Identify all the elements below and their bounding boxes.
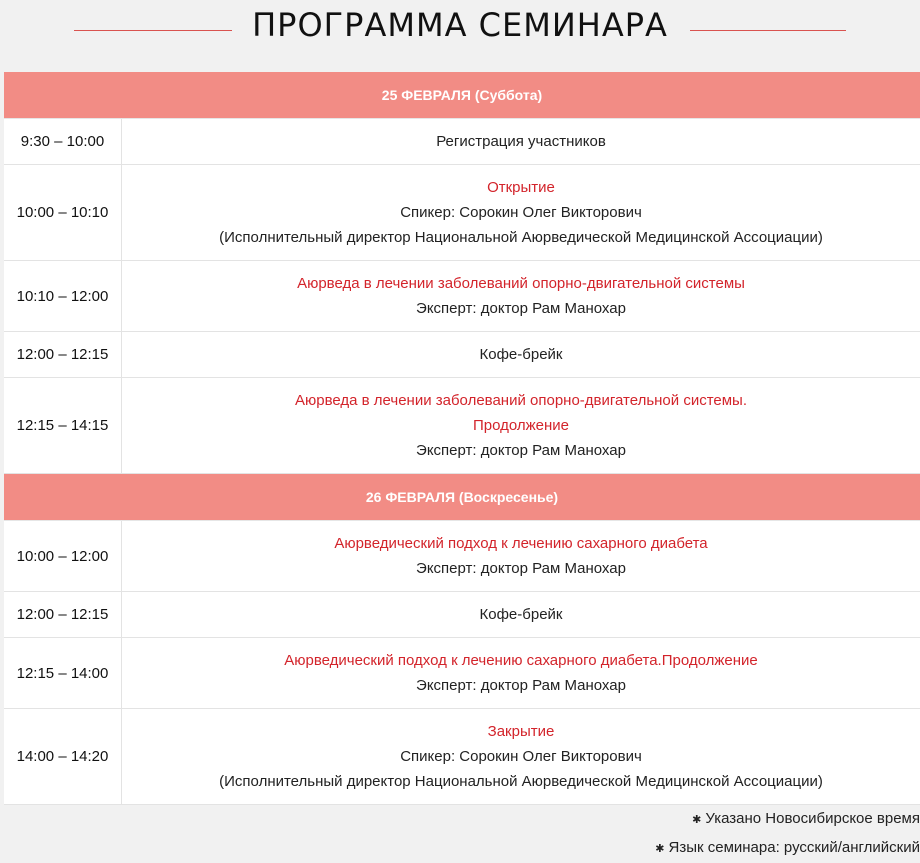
session-detail: (Исполнительный директор Национальной Аюрведической Медицинской Ассоциации) [219, 225, 823, 250]
session-detail: Спикер: Сорокин Олег Викторович [400, 200, 642, 225]
session-detail: (Исполнительный директор Национальной Аюрведической Медицинской Ассоциации) [219, 769, 823, 794]
session-detail: Эксперт: доктор Рам Манохар [416, 556, 626, 581]
asterisk-icon: ✱ [655, 843, 664, 855]
footnote [655, 805, 920, 834]
day-header: 26 ФЕВРАЛЯ (Воскресенье) [4, 474, 920, 521]
session-cell [122, 332, 920, 377]
session-cell [122, 592, 920, 637]
session-title: Закрытие [488, 719, 555, 744]
time-cell: 12:00 – 12:15 [4, 332, 122, 377]
time-cell: 12:15 – 14:15 [4, 378, 122, 473]
session-detail: Спикер: Сорокин Олег Викторович [400, 744, 642, 769]
schedule-row [4, 119, 920, 165]
page-title: ПРОГРАММА СЕМИНАРА [0, 6, 920, 44]
time-cell: 10:10 – 12:00 [4, 261, 122, 331]
time-cell: 12:15 – 14:00 [4, 638, 122, 708]
session-title: Аюрведический подход к лечению сахарного диабета.Продолжение [284, 648, 758, 673]
session-title: Продолжение [473, 413, 569, 438]
session-detail: Кофе-брейк [480, 342, 563, 367]
session-detail: Кофе-брейк [480, 602, 563, 627]
schedule-row [4, 332, 920, 378]
footnotes [655, 805, 920, 863]
session-detail: Эксперт: доктор Рам Манохар [416, 296, 626, 321]
time-cell: 9:30 – 10:00 [4, 119, 122, 164]
session-cell [122, 119, 920, 164]
time-cell: 10:00 – 12:00 [4, 521, 122, 591]
schedule-table [4, 72, 920, 805]
schedule-row [4, 165, 920, 261]
title-rule-right [690, 30, 846, 31]
schedule-row [4, 261, 920, 332]
time-cell: 10:00 – 10:10 [4, 165, 122, 260]
session-title: Аюрведа в лечении заболеваний опорно-двигательной системы. [295, 388, 747, 413]
session-cell [122, 521, 920, 591]
schedule-row [4, 638, 920, 709]
schedule-row [4, 521, 920, 592]
time-cell: 12:00 – 12:15 [4, 592, 122, 637]
footnote [655, 834, 920, 863]
day-header: 25 ФЕВРАЛЯ (Суббота) [4, 72, 920, 119]
schedule-row [4, 709, 920, 805]
schedule-row [4, 378, 920, 474]
page-header [0, 0, 920, 60]
session-title: Аюрведический подход к лечению сахарного диабета [334, 531, 707, 556]
session-cell [122, 261, 920, 331]
footnote-text: Указано Новосибирское время [705, 810, 920, 827]
schedule-row [4, 592, 920, 638]
time-cell: 14:00 – 14:20 [4, 709, 122, 804]
session-cell [122, 165, 920, 260]
session-detail: Регистрация участников [436, 129, 606, 154]
asterisk-icon: ✱ [692, 814, 701, 826]
session-detail: Эксперт: доктор Рам Манохар [416, 673, 626, 698]
session-detail: Эксперт: доктор Рам Манохар [416, 438, 626, 463]
footnote-text: Язык семинара: русский/английский [669, 839, 920, 856]
session-cell [122, 638, 920, 708]
session-cell [122, 378, 920, 473]
session-title: Аюрведа в лечении заболеваний опорно-двигательной системы [297, 271, 745, 296]
session-cell [122, 709, 920, 804]
session-title: Открытие [487, 175, 555, 200]
